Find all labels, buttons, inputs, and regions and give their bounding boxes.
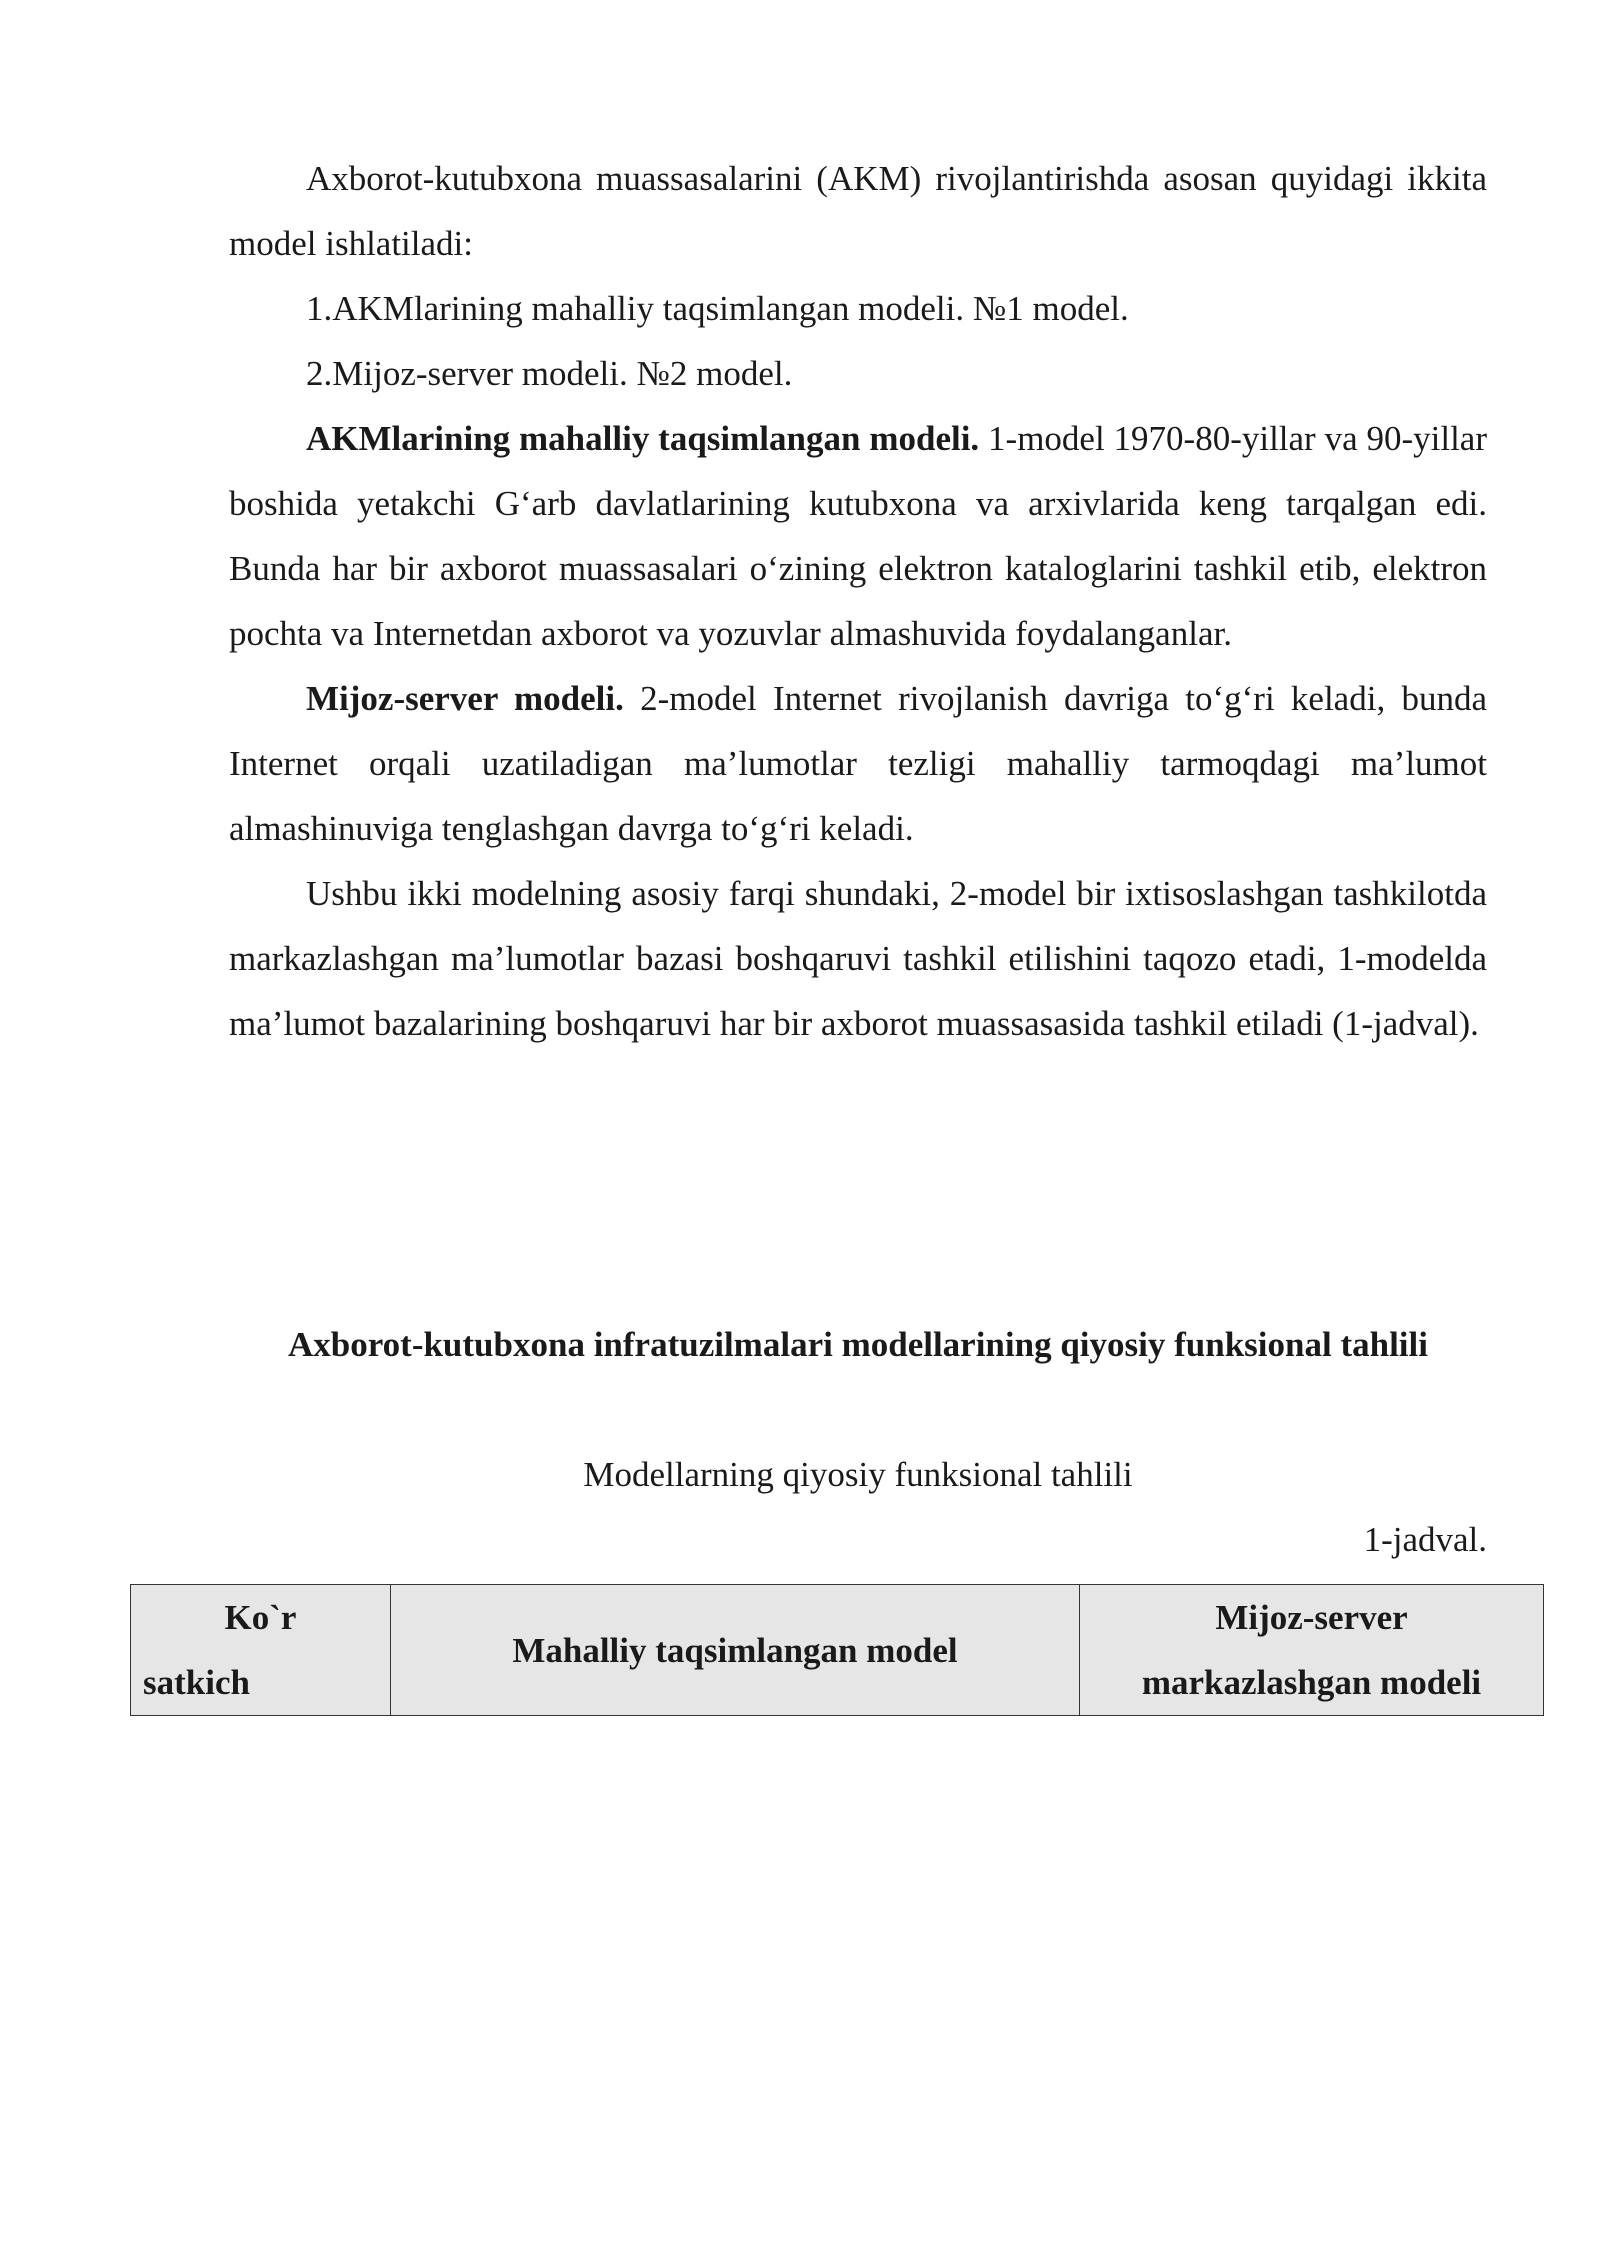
difference-paragraph: Ushbu ikki modelning asosiy farqi shundaki, 2-model bir ixtisoslashgan tashkilotda markazlashgan ma’lumotlar bazasi boshqaruvi tashkil etilishini taqozo etadi, 1-modelda ma’lumot bazalarining boshqaruvi har bir axborot muassasasida tashkil etiladi (1-jadval). xyxy=(229,874,1487,1043)
local-model-header: Mahalliy taqsimlangan model xyxy=(391,1585,1080,1716)
model-1-paragraph xyxy=(229,406,1487,666)
list-item-model-2: 2.Mijoz-server modeli. №2 model. xyxy=(306,354,793,393)
body-text xyxy=(229,146,1487,1056)
client-server-header xyxy=(1080,1585,1544,1716)
table-caption: Modellarning qiyosiy funksional tahlili xyxy=(583,1455,1133,1494)
table-number: 1-jadval. xyxy=(1363,1520,1487,1559)
intro-paragraph: Axborot-kutubxona muassasalarini (AKM) rivojlantirishda asosan quyidagi ikkita model ishlatiladi: xyxy=(229,159,1487,263)
model-2-text: 2-model Internet rivojlanish davriga to‘g‘ri keladi, bunda Internet orqali uzatiladigan ma’lumotlar tezligi mahalliy tarmoqdagi ma’lumot almashinuviga tenglashgan davrga to‘g‘ri keladi. xyxy=(229,679,1487,848)
client-server-header-line-2: markazlashgan modeli xyxy=(1141,1663,1482,1702)
indicator-header xyxy=(131,1585,391,1716)
model-1-heading: AKMlarining mahalliy taqsimlangan modeli. xyxy=(306,419,980,458)
indicator-header-line-1: Ko`r xyxy=(224,1598,297,1637)
model-2-paragraph xyxy=(229,666,1487,861)
indicator-header-line-2: satkich xyxy=(143,1663,250,1702)
model-1-text: 1-model 1970-80-yillar va 90-yillar boshida yetakchi G‘arb davlatlarining kutubxona va arxivlarida keng tarqalgan edi. Bunda har bir axborot muassasalari o‘zining elektron kataloglarini tashkil etib, elektron pochta va Internetdan axborot va yozuvlar almashuvida foydalanganlar. xyxy=(229,419,1487,653)
comparison-table xyxy=(130,1584,1544,1716)
table-header-row xyxy=(131,1585,1544,1716)
list-item-model-1: 1.AKMlarining mahalliy taqsimlangan modeli. №1 model. xyxy=(306,289,1129,328)
model-2-heading: Mijoz-server modeli. xyxy=(306,679,624,718)
client-server-header-line-1: Mijoz-server xyxy=(1215,1598,1408,1637)
section-title: Axborot-kutubxona infratuzilmalari modellarining qiyosiy funksional tahlili xyxy=(288,1325,1428,1364)
